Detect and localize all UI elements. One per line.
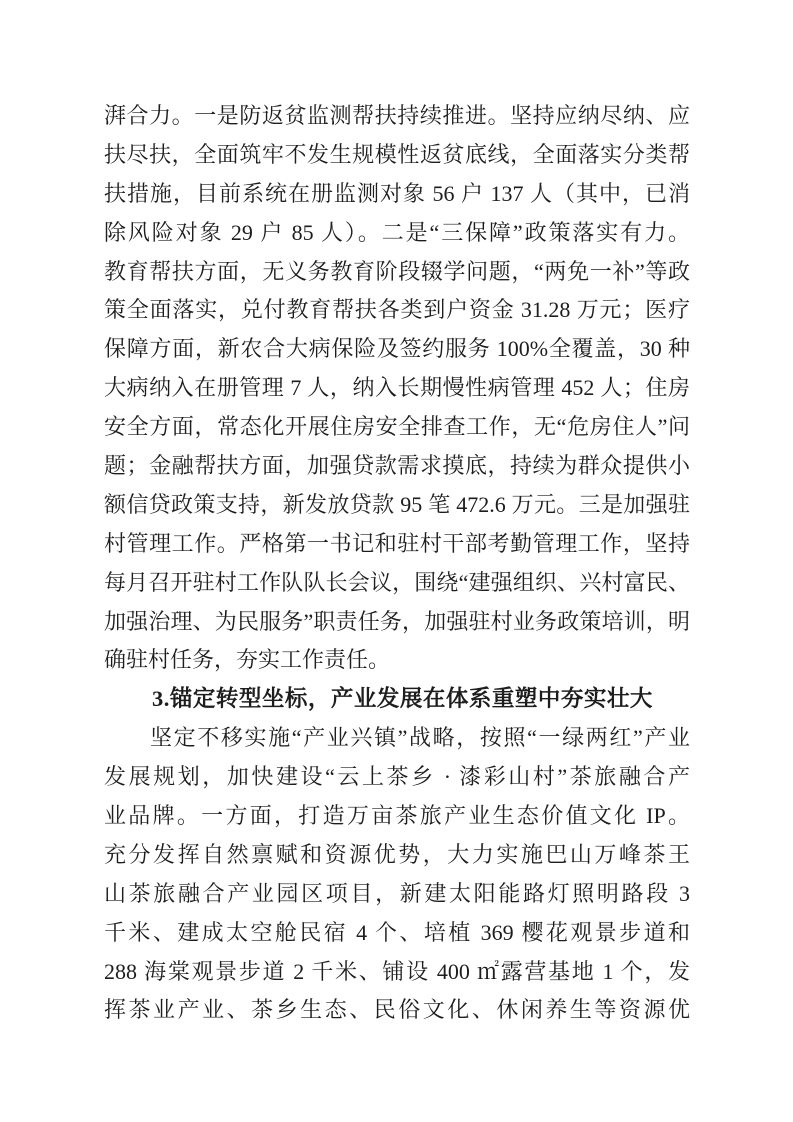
text-line: 大病纳入在册管理 7 人，纳入长期慢性病管理 452 人；住房 xyxy=(104,375,690,401)
text-line: 安全方面，常态化开展住房安全排查工作，无“危房住人”问 xyxy=(104,414,690,440)
text-line: 额信贷政策支持，新发放贷款 95 笔 472.6 万元。三是加强驻 xyxy=(104,491,690,517)
text-line: 288 海棠观景步道 2 千米、铺设 400 ㎡露营基地 1 个，发 xyxy=(104,958,690,984)
text-line: 湃合力。一是防返贫监测帮扶持续推进。坚持应纳尽纳、应 xyxy=(104,103,690,128)
text-line: 发展规划，加快建设“云上茶乡 · 漆彩山村”茶旅融合产 xyxy=(104,764,690,790)
text-line: 扶尽扶，全面筑牢不发生规模性返贫底线，全面落实分类帮 xyxy=(104,141,690,167)
text-line: 题；金融帮扶方面，加强贷款需求摸底，持续为群众提供小 xyxy=(104,453,690,479)
text-line: 每月召开驻村工作队队长会议，围绕“建强组织、兴村富民、 xyxy=(104,569,690,595)
text-line: 挥茶业产业、茶乡生态、民俗文化、休闲养生等资源优 xyxy=(104,997,690,1023)
text-line: 村管理工作。严格第一书记和驻村干部考勤管理工作，坚持 xyxy=(104,530,690,556)
text-line: 除风险对象 29 户 85 人）。二是“三保障”政策落实有力。 xyxy=(104,219,690,245)
text-line: 山茶旅融合产业园区项目，新建太阳能路灯照明路段 3 xyxy=(104,880,690,906)
text-line: 教育帮扶方面，无义务教育阶段辍学问题，“两免一补”等政 xyxy=(104,258,690,284)
document-text-block xyxy=(104,97,690,1030)
text-line: 充分发挥自然禀赋和资源优势，大力实施巴山万峰茶王 xyxy=(104,841,690,867)
section-heading: 3.锚定转型坐标，产业发展在体系重塑中夯实壮大 xyxy=(152,686,653,712)
text-line: 坚定不移实施“产业兴镇”战略，按照“一绿两红”产业 xyxy=(150,725,690,751)
text-line: 业品牌。一方面，打造万亩茶旅产业生态价值文化 IP。 xyxy=(104,803,690,829)
text-line: 千米、建成太空舱民宿 4 个、培植 369 樱花观景步道和 xyxy=(104,919,690,945)
text-line: 策全面落实，兑付教育帮扶各类到户资金 31.28 万元；医疗 xyxy=(104,297,690,323)
text-line: 扶措施，目前系统在册监测对象 56 户 137 人（其中，已消 xyxy=(104,180,690,206)
text-line: 加强治理、为民服务”职责任务，加强驻村业务政策培训，明 xyxy=(104,608,690,634)
text-line: 保障方面，新农合大病保险及签约服务 100%全覆盖，30 种 xyxy=(104,336,690,362)
text-line: 确驻村任务，夯实工作责任。 xyxy=(104,647,391,673)
